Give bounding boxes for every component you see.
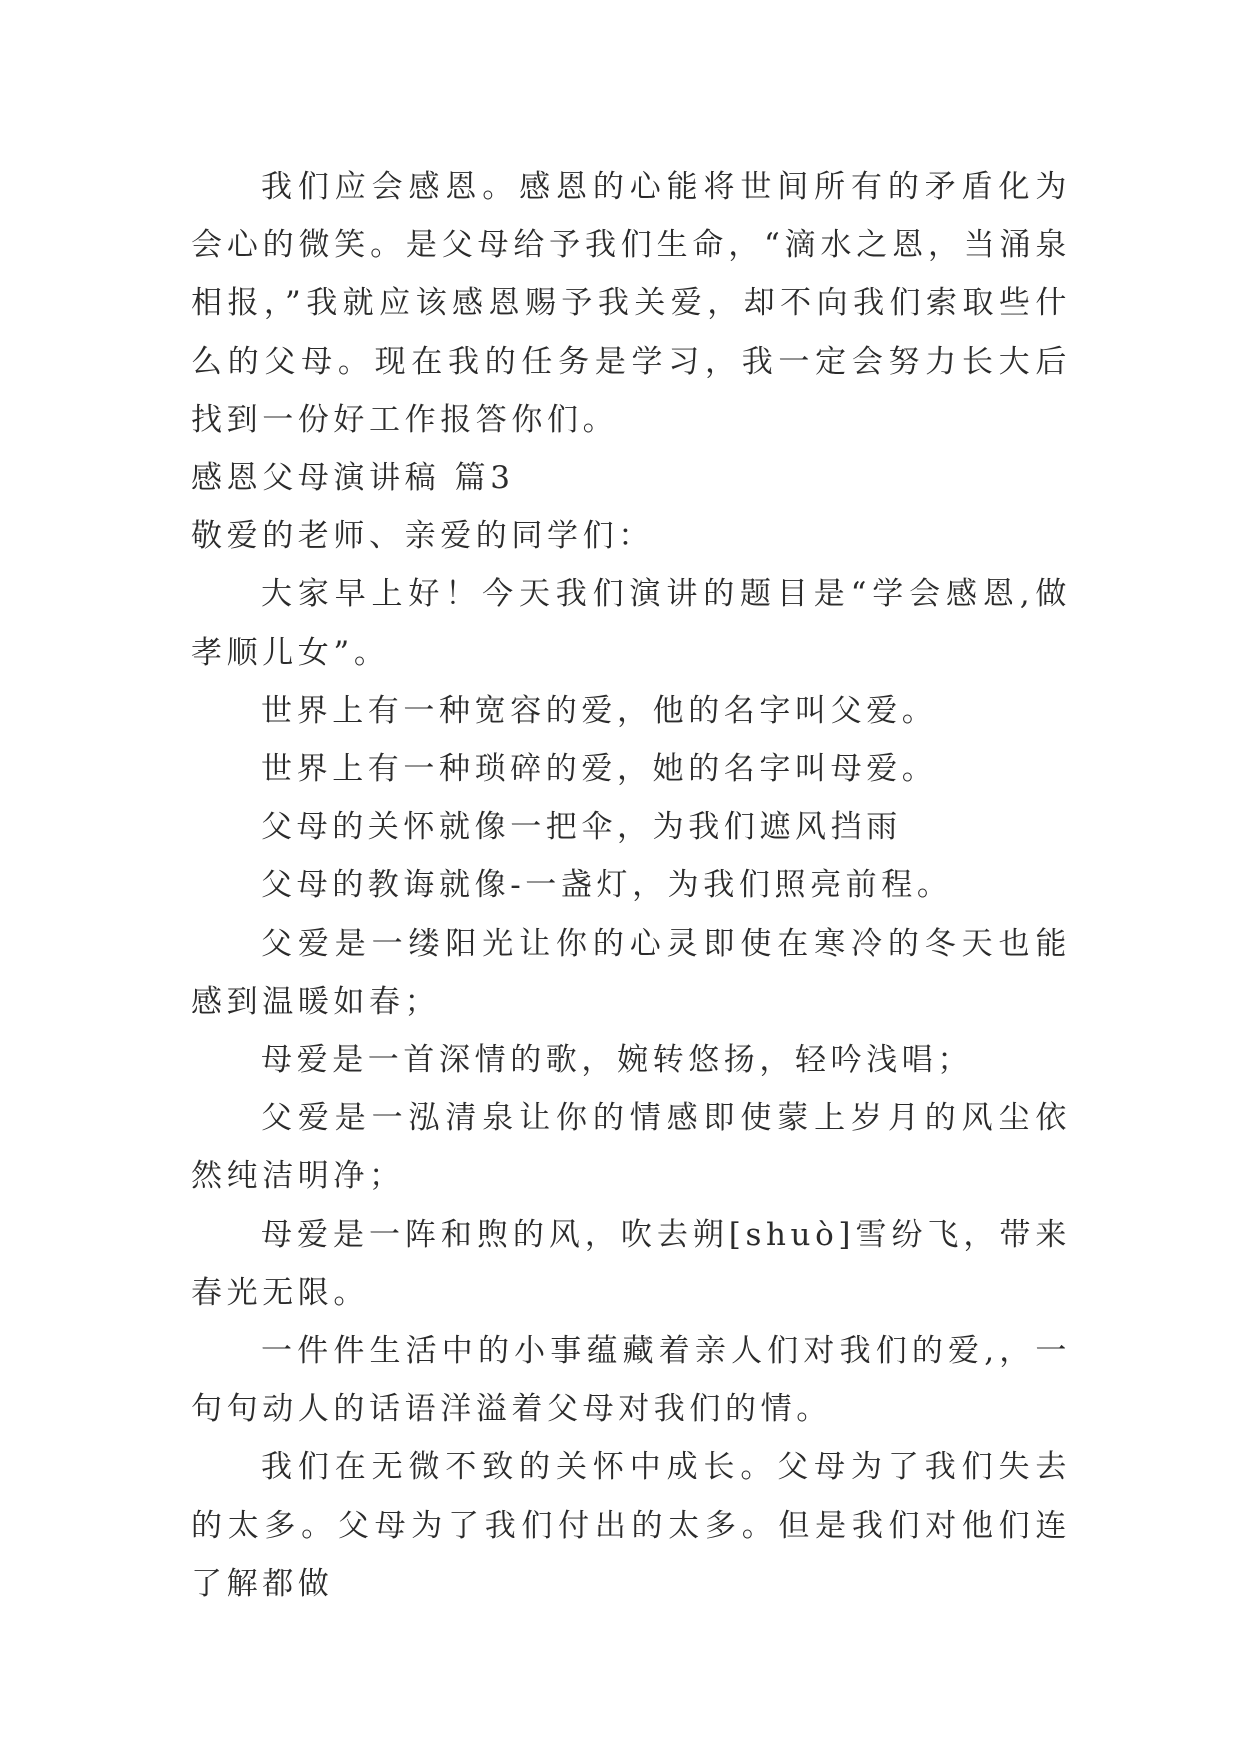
paragraph-father-love: 世界上有一种宽容的爱，他的名字叫父爱。	[261, 692, 938, 729]
document-body	[191, 158, 1071, 1613]
paragraph-wind: 母爱是一阵和煦的风，吹去朔[shuò]雪纷飞，带来春光无限。	[191, 1216, 1071, 1311]
section-title: 感恩父母演讲稿 篇3	[191, 460, 515, 497]
paragraph-gratitude-intro: 我们应会感恩。感恩的心能将世间所有的矛盾化为会心的微笑。是父母给予我们生命，“滴水之恩，当涌泉相报，”我就应该感恩赐予我关爱，却不向我们索取些什么的父母。现在我的任务是学习，我一定会努力长大后找到一份好工作报答你们。	[191, 169, 1071, 438]
paragraph-greeting: 大家早上好！今天我们演讲的题目是“学会感恩,做孝顺儿女”。	[191, 576, 1071, 671]
paragraph-mother-love: 世界上有一种琐碎的爱，她的名字叫母爱。	[261, 751, 938, 788]
paragraph-small-things: 一件件生活中的小事蕴藏着亲人们对我们的爱,，一句句动人的话语洋溢着父母对我们的情。	[191, 1333, 1071, 1428]
paragraph-song: 母爱是一首深情的歌，婉转悠扬，轻吟浅唱；	[261, 1042, 973, 1079]
paragraph-lamp: 父母的教诲就像-一盏灯，为我们照亮前程。	[261, 867, 953, 904]
paragraph-spring: 父爱是一泓清泉让你的情感即使蒙上岁月的风尘依然纯洁明净；	[191, 1100, 1071, 1195]
paragraph-umbrella: 父母的关怀就像一把伞，为我们遮风挡雨	[261, 809, 902, 846]
salutation: 敬爱的老师、亲爱的同学们：	[191, 518, 654, 555]
paragraph-growing-up: 我们在无微不致的关怀中成长。父母为了我们失去的太多。父母为了我们付出的太多。但是我们对他们连了解都做	[191, 1449, 1071, 1602]
paragraph-sunshine: 父爱是一缕阳光让你的心灵即使在寒冷的冬天也能感到温暖如春；	[191, 925, 1071, 1020]
